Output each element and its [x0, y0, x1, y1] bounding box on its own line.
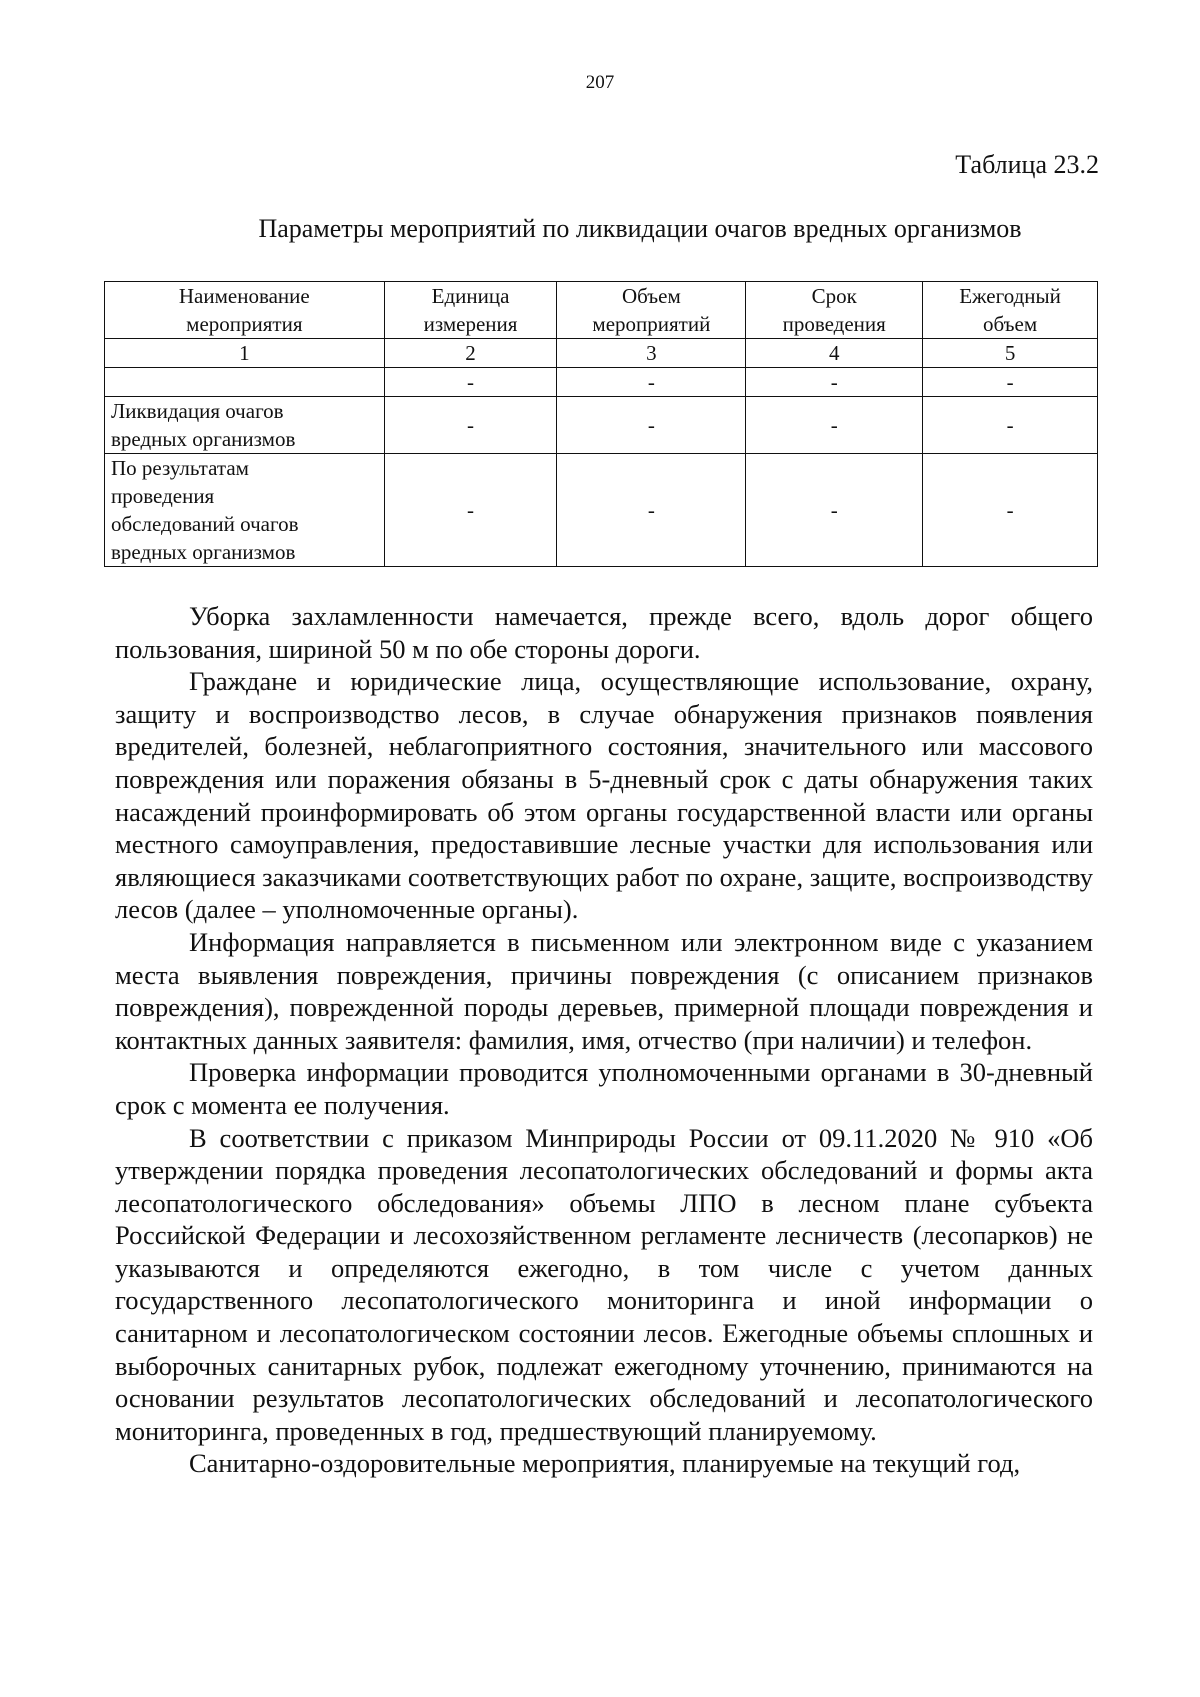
table-cell: - [923, 397, 1098, 454]
params-table [104, 281, 1098, 567]
table-cell: - [746, 397, 923, 454]
activity-name-line: вредных организмов [111, 540, 296, 564]
column-number: 3 [557, 339, 746, 368]
column-number: 4 [746, 339, 923, 368]
header-line: Ежегодный [959, 284, 1061, 308]
activity-name-cell [105, 397, 385, 454]
activity-name-line: обследований очагов [111, 512, 299, 536]
header-cell [923, 282, 1098, 339]
body-text [115, 600, 1093, 1480]
activity-name-line: вредных организмов [111, 427, 296, 451]
table-cell: - [384, 454, 557, 567]
activity-name-cell [105, 454, 385, 567]
header-cell [557, 282, 746, 339]
header-cell [746, 282, 923, 339]
page-number: 207 [585, 72, 615, 93]
table-header-row [105, 282, 1098, 339]
table-cell: - [384, 397, 557, 454]
header-line: Наименование [178, 284, 310, 308]
activity-name-line: проведения [111, 484, 215, 508]
column-number: 1 [105, 339, 385, 368]
column-number: 2 [384, 339, 557, 368]
column-number: 5 [923, 339, 1098, 368]
paragraph: Санитарно-оздоровительные мероприятия, планируемые на текущий год, [189, 1448, 1021, 1479]
activity-name-line: Ликвидация очагов [111, 399, 284, 423]
paragraph: Граждане и юридические лица, осуществляющие использование, охрану, защиту и воспроизводство лесов, в случае обнаружения признаков появления вредителей, болезней, неблагоприятного состояния, значительного или массового повреждения или поражения обязаны в 5-дневный срок с даты обнаружения таких насаждений проинформировать об этом органы государственной власти или органы местного самоуправления, предоставившие лесные участки для использования или являющиеся заказчиками соответствующих работ по охране, защите, воспроизводству лесов (далее – уполномоченные органы). [115, 666, 1093, 925]
activity-name-cell [105, 368, 385, 397]
header-line: Единица [431, 284, 510, 308]
table-cell: - [746, 368, 923, 397]
table-row [105, 454, 1098, 567]
table-cell: - [557, 368, 746, 397]
header-line: Срок [811, 284, 857, 308]
table-cell: - [923, 454, 1098, 567]
table-row [105, 397, 1098, 454]
paragraph: Проверка информации проводится уполномоченными органами в 30-дневный срок с момента ее получения. [115, 1057, 1093, 1120]
table-cell: - [923, 368, 1098, 397]
table-title: Параметры мероприятий по ликвидации очагов вредных организмов [258, 214, 1022, 243]
header-line: мероприятия [186, 312, 303, 336]
paragraph: В соответствии с приказом Минприроды России от 09.11.2020 № 910 «Об утверждении порядка проведения лесопатологических обследований и формы акта лесопатологического обследования» объемы ЛПО в лесном плане субъекта Российской Федерации и лесохозяйственном регламенте лесничеств (лесопарков) не указываются и определяются ежегодно, в том числе с учетом данных государственного лесопатологического мониторинга и иной информации о санитарном и лесопатологическом состоянии лесов. Ежегодные объемы сплошных и выборочных санитарных рубок, подлежат ежегодному уточнению, принимаются на основании результатов лесопатологических обследований и лесопатологического мониторинга, проведенных в год, предшествующий планируемому. [115, 1122, 1093, 1446]
table-row [105, 368, 1098, 397]
header-cell [384, 282, 557, 339]
table-cell: - [746, 454, 923, 567]
header-line: объем [982, 312, 1038, 336]
header-line: проведения [782, 312, 886, 336]
table-cell: - [557, 454, 746, 567]
table-cell: - [557, 397, 746, 454]
paragraph: Уборка захламленности намечается, прежде всего, вдоль дорог общего пользования, шириной 50 м по обе стороны дороги. [115, 601, 1093, 664]
header-cell [105, 282, 385, 339]
header-line: измерения [423, 312, 518, 336]
column-number-row [105, 339, 1098, 368]
header-line: мероприятий [592, 312, 711, 336]
table-label: Таблица 23.2 [955, 150, 1099, 179]
table-cell: - [384, 368, 557, 397]
header-line: Объем [621, 284, 681, 308]
activity-name-line: По результатам [111, 456, 249, 480]
paragraph: Информация направляется в письменном или электронном виде с указанием места выявления повреждения, причины повреждения (с описанием признаков повреждения), поврежденной породы деревьев, примерной площади повреждения и контактных данных заявителя: фамилия, имя, отчество (при наличии) и телефон. [115, 926, 1093, 1055]
